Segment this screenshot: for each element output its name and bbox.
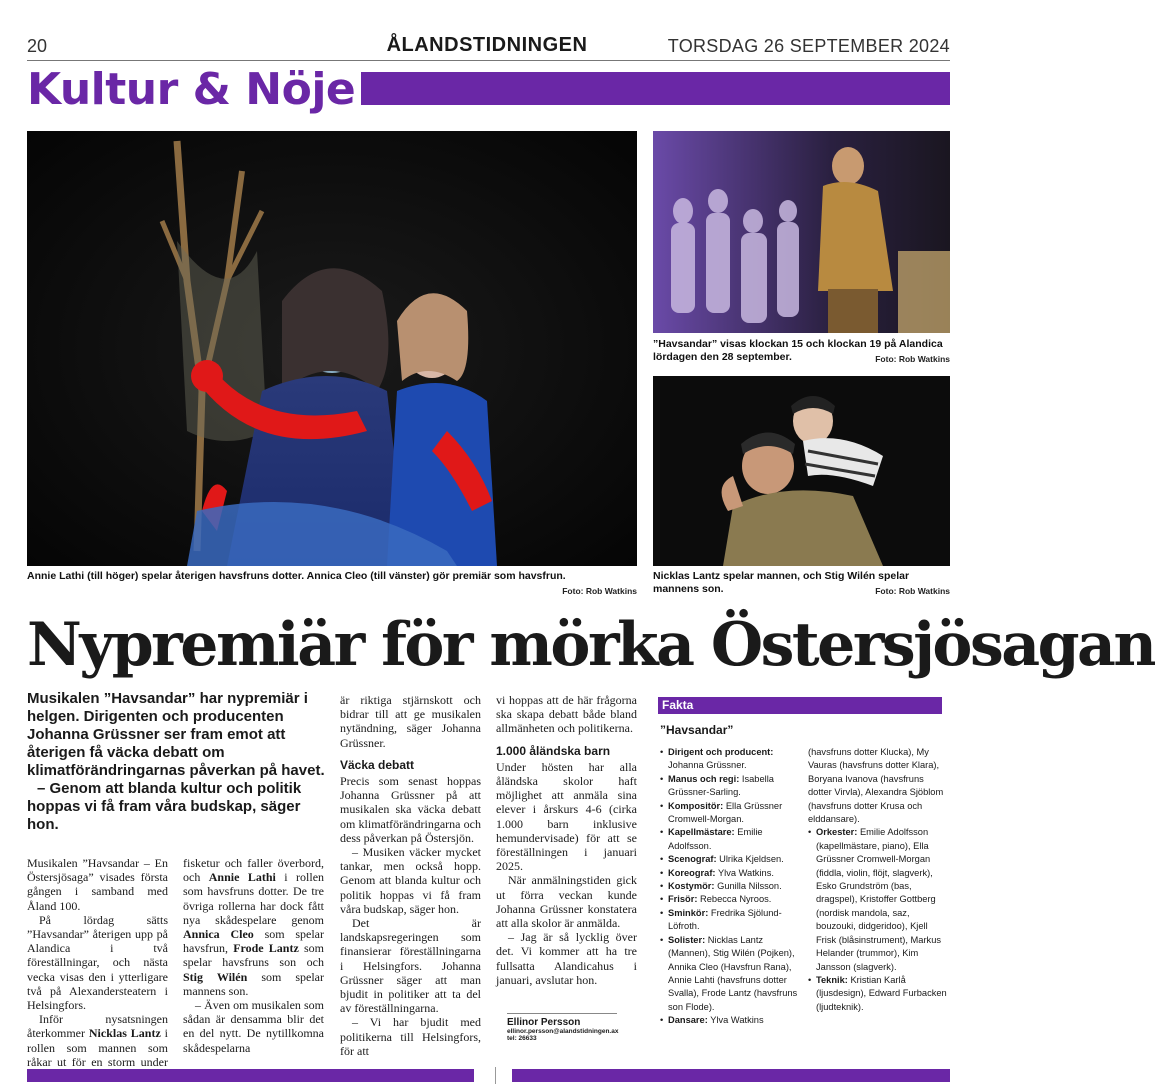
- fakta-item: [660, 826, 802, 853]
- fakta-key: Sminkör:: [668, 907, 709, 918]
- name-frode: Frode Lantz: [233, 941, 299, 956]
- fakta-value: Ylva Watkins.: [717, 867, 774, 878]
- main-photo-credit: Foto: Rob Watkins: [562, 586, 637, 596]
- subhead-barn: 1.000 åländska barn: [496, 743, 611, 758]
- fakta-value: Isabella Grüssner-Sarling.: [668, 773, 774, 798]
- name-annie: Annie Lathi: [208, 870, 276, 885]
- col3-p1: är riktiga stjärnskott och bidrar till att ge musikalen nytändning, säger Johanna Grüssner.: [340, 693, 481, 750]
- col1-p1: Musikalen ”Havsandar – En Östersjösaga” visades första gången i samband med Åland 100.: [27, 856, 168, 913]
- fakta-key: Kompositör:: [668, 800, 724, 811]
- fakta-key: Teknik:: [816, 974, 848, 985]
- fakta-key: Frisör:: [668, 894, 698, 905]
- section-title: Kultur & Nöje: [27, 64, 356, 115]
- fakta-item: [660, 934, 802, 1014]
- stage-photo-credit: Foto: Rob Watkins: [875, 354, 950, 364]
- col4-p4: – Jag är så lycklig över det. Vi kommer att ha tre fullsatta Alandicahus i januari, avslutar hon.: [496, 930, 637, 987]
- fakta-key: Orkester:: [816, 827, 858, 838]
- fakta-key: Scenograf:: [668, 854, 717, 865]
- fakta-value: Johanna Grüssner.: [668, 760, 747, 771]
- actors-photo: [653, 376, 950, 566]
- fakta-item: [660, 893, 802, 906]
- fakta-item: [808, 826, 950, 973]
- article-column-3: [340, 693, 481, 1058]
- section-bar: [361, 72, 950, 105]
- article-column-4: [496, 693, 637, 987]
- main-photo-caption: Annie Lathi (till höger) spelar återigen havsfruns dotter. Annica Cleo (till vänster) gör premiär som havsfrun.: [27, 570, 566, 582]
- fakta-item: [660, 907, 802, 934]
- col2-p2: – Även om musikalen som sådan är densamma blir det en del nytt. De nytillkomna skådespelarna: [183, 998, 324, 1055]
- fakta-key: Dirigent och producent:: [668, 747, 774, 757]
- col4-p2: Under hösten har alla åländska skolor haft möjlighet att anmäla sina elever i årskurs 4-6 (cirka 1.000 barn inklusive hemundervisade) för att se föreställningen i januari 2025.: [496, 759, 637, 874]
- fakta-value: Ylva Watkins: [710, 1015, 764, 1026]
- col1-p2: På lördag sätts ”Havsandar” återigen upp på Alandica i två föreställningar, och nästa vecka visas den i ytterligare två på Alexandersteatern i Helsingfors.: [27, 912, 168, 1013]
- byline-name: Ellinor Persson: [507, 1017, 581, 1028]
- article-column-2: [183, 856, 324, 1055]
- fakta-label: Fakta: [658, 697, 942, 714]
- fakta-column-1: [660, 746, 802, 1028]
- fakta-item: [660, 746, 802, 773]
- col3-p2: Precis som senast hoppas Johanna Grüssner på att musikalen ska väcka debatt om klimatförändringarna och dess påverkan på Östersjön.: [340, 774, 481, 845]
- name-stig: Stig Wilén: [183, 969, 248, 984]
- fakta-item: [660, 773, 802, 800]
- byline: [507, 1013, 647, 1042]
- stage-photo-illustration: [653, 131, 950, 333]
- stage-photo: [653, 131, 950, 333]
- fakta-key: Kostymör:: [668, 881, 715, 892]
- main-photo-illustration: [27, 131, 637, 566]
- footer-divider: [495, 1067, 496, 1084]
- fakta-item: [808, 974, 950, 1014]
- fakta-column-2: [808, 746, 950, 1014]
- fakta-key: Dansare:: [668, 1015, 708, 1026]
- header-rule: [27, 60, 950, 61]
- col4-p3: När anmälningstiden gick ut förra veckan kunde Johanna Grüssner konstatera att alla skolor är anmälda.: [496, 873, 637, 931]
- fakta-value: Ella Grüssner Cromwell-Morgan.: [668, 800, 783, 825]
- fakta-key: Manus och regi:: [668, 773, 740, 784]
- fakta-item: [660, 800, 802, 827]
- col2-p1: fisketur och faller överbord, och Annie Lathi i rollen som havsfruns dotter. De tre övriga rollerna har dock fått nya skådespelare genom Annica Cleo som spelar havsfrun, Frode Lantz som spelar havsfruns son och Stig Wilén som spelar mannens son.: [183, 856, 325, 998]
- col1-p3: Inför nysatsningen återkommer Nicklas Lantz i rollen som mannen som råkar ut för en storm under: [27, 1012, 168, 1069]
- col3-p5: – Vi har bjudit med politikerna till Helsingfors, för att: [340, 1015, 481, 1058]
- actors-photo-credit: Foto: Rob Watkins: [875, 586, 950, 596]
- fakta-item: [660, 853, 802, 866]
- fakta-key: Kapellmästare:: [668, 827, 735, 838]
- article-column-1: [27, 856, 168, 1083]
- fakta-value: Kristian Karlå (ljusdesign), Edward Furbacken (ljudteknik).: [816, 974, 947, 1012]
- fakta-item: [660, 880, 802, 893]
- lead-text: Musikalen ”Havsandar” har nypremiär i helgen. Dirigenten och producenten Johanna Grüssner ser fram emot att återigen få väcka debatt om klimatförändringarnas påverkan på havet.: [27, 690, 325, 779]
- fakta-title: ”Havsandar”: [660, 723, 734, 737]
- actors-photo-illustration: [653, 376, 950, 566]
- col3-p3: – Musiken väcker mycket tankar, men också hopp. Genom att blanda kultur och politik hoppas vi få fram våra budskap, säger hon.: [340, 845, 481, 916]
- fakta-item: [660, 1014, 802, 1027]
- page-number: 20: [27, 36, 48, 56]
- fakta-col2-top: (havsfruns dotter Klucka), My Vauras (havsfruns dotter Klara), Boryana Ivanova (havsfruns dotter Virvla), Alexandra Sjöblom (havsfruns dotter Krusa och elddansare).: [808, 747, 944, 825]
- dateline: TORSDAG 26 SEPTEMBER 2024: [667, 36, 950, 56]
- byline-rule: [507, 1013, 617, 1014]
- name-annica: Annica Cleo: [183, 927, 254, 942]
- name-nicklas: Nicklas Lantz: [88, 1026, 161, 1041]
- col4-p1: vi hoppas att de här frågorna ska skapa debatt både bland allmänheten och politikerna.: [496, 693, 637, 736]
- fakta-list-2: [808, 826, 950, 1014]
- fakta-value: Ulrika Kjeldsen.: [719, 854, 784, 865]
- fakta-list-1: [660, 746, 802, 1028]
- fakta-key: Koreograf:: [668, 867, 716, 878]
- col3-p4: Det är landskapsregeringen som finansierar föreställningarna i Helsingfors. Johanna Grüssner säger att man bjudit in politiker att ta del av föreställningarna.: [340, 916, 481, 1016]
- headline: Nypremiär för mörka Östersjösagan: [27, 610, 1155, 680]
- fakta-item: [660, 867, 802, 880]
- stage-photo-caption: ”Havsandar” visas klockan 15 och klockan 19 på Alandica lördagen den 28 september.: [653, 338, 943, 363]
- lead-quote: – Genom att blanda kultur och politik hoppas vi få fram våra budskap, säger hon.: [27, 780, 302, 833]
- masthead: ÅLANDSTIDNINGEN: [386, 34, 588, 56]
- fakta-value: Rebecca Nyroos.: [700, 894, 772, 905]
- fakta-value: Nicklas Lantz (Mannen), Stig Wilén (Pojken), Annika Cleo (Havsfrun Rana), Annie Lahti (havsfruns dotter Svalla), Frode Lantz (havsfruns son Flode).: [668, 934, 798, 1012]
- fakta-value: Emilie Adolfsson (kapellmästare, piano), Ella Grüssner Cromwell-Morgan (fiddla, violin, flöjt, slagverk), Esko Grundström (bas, dragspel), Kristoffer Gottberg (nordisk mandola, saz, bouzouki, didgeridoo), Kjell Frisk (blåsinstrument), Markus Helander (trummor), Kim Jansson (slagverk).: [816, 827, 942, 972]
- fakta-value: Gunilla Nilsson.: [717, 881, 782, 892]
- subhead-debatt: Väcka debatt: [340, 757, 415, 772]
- byline-tel: tel: 26633: [507, 1035, 537, 1042]
- article-lead: [27, 690, 327, 834]
- main-photo: [27, 131, 637, 566]
- footer-bar-right: [512, 1069, 950, 1082]
- fakta-key: Solister:: [668, 934, 706, 945]
- fakta-value: Emilie Adolfsson.: [668, 827, 763, 851]
- actors-photo-caption: Nicklas Lantz spelar mannen, och Stig Wilén spelar mannens son.: [653, 570, 910, 595]
- footer-bar-left: [27, 1069, 474, 1082]
- byline-email[interactable]: ellinor.persson@alandstidningen.ax: [507, 1028, 619, 1035]
- fakta-value: Fredrika Sjölund-Löfroth.: [668, 907, 782, 932]
